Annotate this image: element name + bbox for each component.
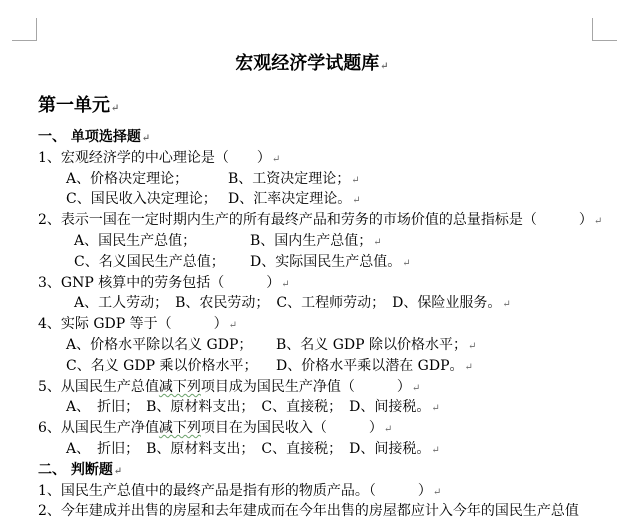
section-heading-true-false: 二、 判断题↵ xyxy=(38,462,123,478)
question-1-option-d: D、汇率决定理论。↵ xyxy=(228,191,361,207)
question-4-option-d: D、价格水平乘以潜在 GDP。↵ xyxy=(276,358,473,374)
question-2-option-a: A、国民生产总值； xyxy=(74,233,197,249)
question-2-option-c: C、名义国民生产总值； xyxy=(74,254,225,270)
question-1-option-b: B、工资决定理论；↵ xyxy=(228,171,360,187)
question-4-option-a: A、价格水平除以名义 GDP； xyxy=(66,337,253,353)
spellcheck-underline: 减下列 xyxy=(158,420,201,436)
question-4-option-b: B、名义 GDP 除以价格水平；↵ xyxy=(276,337,477,353)
question-3-stem: 3、GNP 核算中的劳务包括（ ）↵ xyxy=(38,275,290,291)
judgment-1-stem: 1、国民生产总值中的最终产品是指有形的物质产品。（ ）↵ xyxy=(38,483,442,499)
question-6-stem: 6、从国民生产净值减下列项目在为国民收入（ ）↵ xyxy=(38,420,393,436)
question-1-option-c: C、国民收入决定理论； xyxy=(66,191,217,207)
judgment-2-stem: 2、今年建成并出售的房屋和去年建成而在今年出售的房屋都应计入今年的国民生产总值 xyxy=(38,503,579,519)
question-5-stem: 5、从国民生产总值减下列项目成为国民生产净值（ ）↵ xyxy=(38,379,421,395)
question-3-options: A、工人劳动； B、农民劳动； C、工程师劳动； D、保险业服务。↵ xyxy=(74,295,511,311)
question-4-option-c: C、名义 GDP 乘以价格水平； xyxy=(66,358,258,374)
section-heading-single-choice: 一、 单项选择题↵ xyxy=(38,129,151,145)
question-6-options: A、 折旧； B、原材料支出； C、直接税； D、间接税。↵ xyxy=(66,441,440,457)
crop-mark-top-right xyxy=(592,18,617,41)
spellcheck-underline: 减下列 xyxy=(158,379,201,395)
question-2-option-d: D、实际国民生产总值。↵ xyxy=(250,254,411,270)
question-2-option-b: B、国内生产总值；↵ xyxy=(250,233,382,249)
document-title: 宏观经济学试题库↵ xyxy=(235,53,389,74)
crop-mark-top-left xyxy=(12,18,37,41)
question-1-option-a: A、价格决定理论； xyxy=(66,171,189,187)
question-5-options: A、 折旧； B、原材料支出； C、直接税； D、间接税。↵ xyxy=(66,399,440,415)
question-4-stem: 4、实际 GDP 等于（ ）↵ xyxy=(38,316,238,332)
question-1-stem: 1、宏观经济学的中心理论是（ ）↵ xyxy=(38,150,281,166)
unit-heading: 第一单元↵ xyxy=(38,95,120,116)
question-2-stem: 2、表示一国在一定时期内生产的所有最终产品和劳务的市场价值的总量指标是（ ）↵ xyxy=(38,212,603,228)
